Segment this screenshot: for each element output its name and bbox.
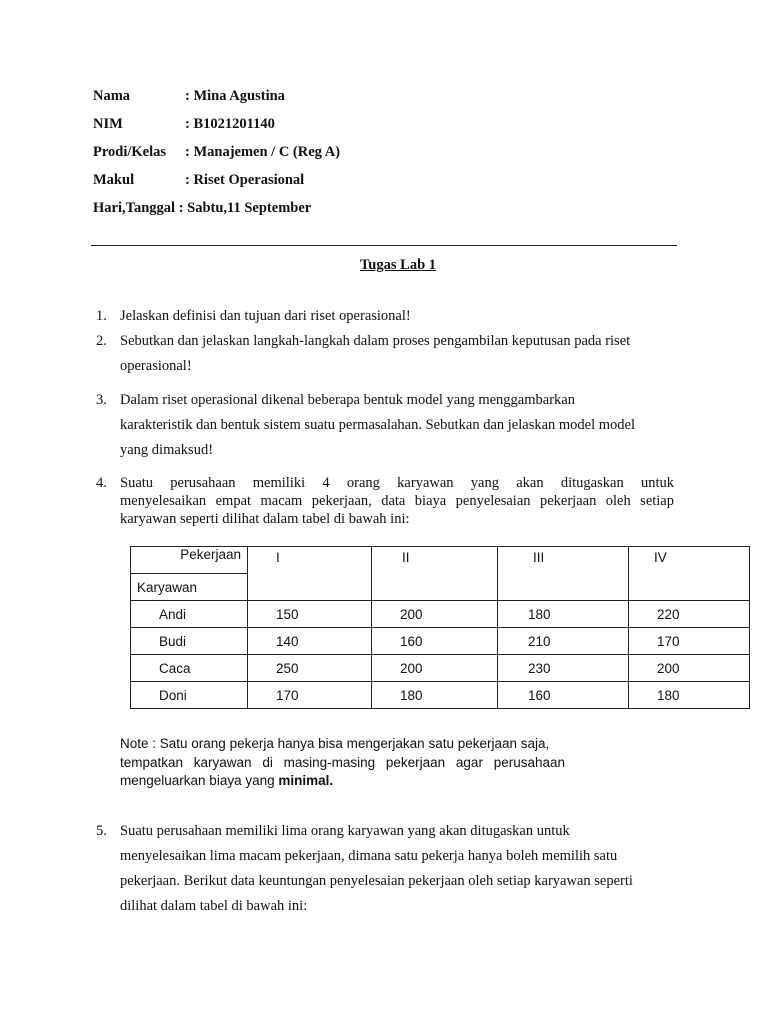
question-text-line: menyelesaikan empat macam pekerjaan, data biaya penyelesaian pekerjaan oleh setiap (120, 493, 674, 509)
table-row (131, 655, 750, 682)
table-corner-bottom: Karyawan (131, 574, 248, 601)
question-text-line: karakteristik dan bentuk sistem suatu permasalahan. Sebutkan dan jelaskan model model (120, 417, 636, 433)
id-row-nim (93, 116, 275, 133)
question-number: 5. (96, 823, 107, 839)
row-label: Budi (131, 628, 248, 655)
cost-table (130, 546, 750, 709)
label-nim: NIM (93, 116, 123, 132)
question-number: 4. (96, 475, 107, 491)
table-cell: 150 (248, 601, 372, 628)
column-header: III (498, 547, 629, 601)
question-text-line: karyawan seperti dilihat dalam tabel di bawah ini: (120, 511, 410, 527)
value-tanggal: : Sabtu,11 September (175, 200, 312, 216)
note-line: tempatkan karyawan di masing-masing pekerjaan agar perusahaan (120, 754, 565, 770)
question-text-line: Suatu perusahaan memiliki lima orang karyawan yang akan ditugaskan untuk (120, 823, 570, 839)
question-text-line: Dalam riset operasional dikenal beberapa bentuk model yang menggambarkan (120, 392, 575, 408)
label-tanggal: Hari,Tanggal (93, 200, 176, 216)
label-nama: Nama (93, 88, 131, 104)
question-text-line: operasional! (120, 358, 192, 374)
question-text-line: pekerjaan. Berikut data keuntungan penyelesaian pekerjaan oleh setiap karyawan seperti (120, 873, 633, 889)
question-text-line: yang dimaksud! (120, 442, 214, 458)
table-cell: 210 (498, 628, 629, 655)
table-row (131, 601, 750, 628)
column-header: I (248, 547, 372, 601)
table-header-row (131, 547, 750, 574)
value-makul: : Riset Operasional (185, 172, 305, 188)
table-cell: 200 (372, 655, 498, 682)
id-row-prodi (93, 144, 340, 161)
table-cell: 160 (372, 628, 498, 655)
table-cell: 220 (629, 601, 750, 628)
question-text: Jelaskan definisi dan tujuan dari riset operasional! (120, 308, 411, 324)
note-text: mengeluarkan biaya yang (120, 773, 279, 788)
row-label: Caca (131, 655, 248, 682)
page-title: Tugas Lab 1 (359, 257, 437, 273)
table-row (131, 682, 750, 709)
table-cell: 230 (498, 655, 629, 682)
note-emphasis: minimal. (278, 773, 334, 788)
question-text-line: Sebutkan dan jelaskan langkah-langkah dalam proses pengambilan keputusan pada riset (120, 333, 631, 349)
table-cell: 180 (372, 682, 498, 709)
id-row-nama (93, 88, 285, 105)
id-row-makul (93, 172, 304, 189)
question-text-line: dilihat dalam tabel di bawah ini: (120, 898, 308, 914)
table-row (131, 628, 750, 655)
table-corner-top: Pekerjaan (131, 547, 248, 574)
note-line (120, 772, 565, 791)
question-number: 1. (96, 308, 107, 324)
column-header: II (372, 547, 498, 601)
table-cell: 250 (248, 655, 372, 682)
row-label: Andi (131, 601, 248, 628)
table-cell: 160 (498, 682, 629, 709)
id-row-tanggal (93, 200, 311, 217)
row-label: Doni (131, 682, 248, 709)
question-number: 3. (96, 392, 107, 408)
note-block (120, 735, 565, 791)
value-prodi: : Manajemen / C (Reg A) (185, 144, 341, 160)
question-text-line: menyelesaikan lima macam pekerjaan, dimana satu pekerja hanya boleh memilih satu (120, 848, 618, 864)
table-cell: 170 (248, 682, 372, 709)
table-cell: 200 (372, 601, 498, 628)
table-cell: 170 (629, 628, 750, 655)
label-makul: Makul (93, 172, 135, 188)
value-nama: : Mina Agustina (185, 88, 285, 104)
value-nim: : B1021201140 (185, 116, 275, 132)
question-number: 2. (96, 333, 107, 349)
column-header: IV (629, 547, 750, 601)
table-cell: 140 (248, 628, 372, 655)
note-line: Note : Satu orang pekerja hanya bisa mengerjakan satu pekerjaan saja, (120, 736, 550, 751)
table-cell: 200 (629, 655, 750, 682)
label-prodi: Prodi/Kelas (93, 144, 167, 160)
horizontal-divider (91, 245, 677, 246)
table-cell: 180 (498, 601, 629, 628)
question-text-line: Suatu perusahaan memiliki 4 orang karyawan yang akan ditugaskan untuk (120, 475, 674, 491)
table-cell: 180 (629, 682, 750, 709)
